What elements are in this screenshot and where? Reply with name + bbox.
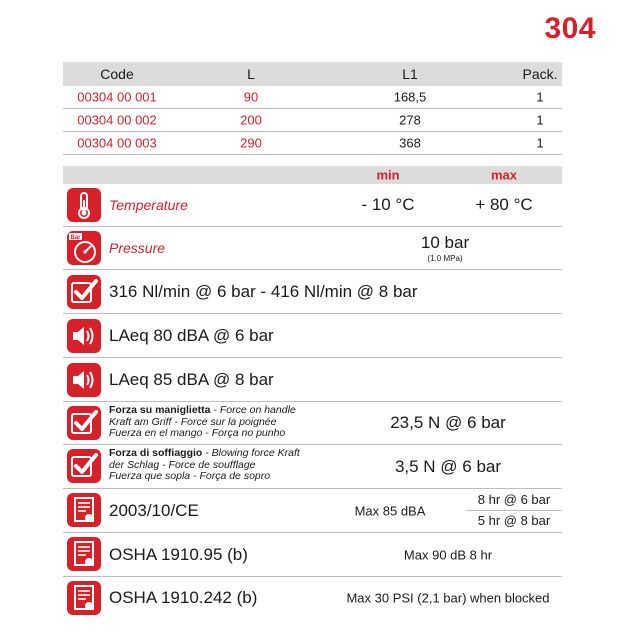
model-number: 304 xyxy=(544,12,596,45)
min-label: min xyxy=(376,167,400,183)
osha-noise-text: OSHA 1910.95 (b) xyxy=(109,544,248,564)
blowing-force-value: 3,5 N @ 6 bar xyxy=(394,456,502,476)
max-label: max xyxy=(490,167,518,183)
blowing-force-title: Forza di soffiaggio xyxy=(109,447,203,459)
noise-text-6bar: LAeq 80 dBA @ 6 bar xyxy=(109,325,274,345)
handle-force-de-fr: Kraft am Griff - Force sur la poignée xyxy=(109,415,277,428)
pressure-label: Pressure xyxy=(109,240,166,256)
blowing-force-de-fr: der Schlag - Force de soufflage xyxy=(109,458,256,471)
handle-force-description xyxy=(109,405,296,440)
pressure-value-block xyxy=(421,233,469,263)
blowing-force-es-pt: Fuerza que sopla - Força de sopro xyxy=(109,470,271,482)
pressure-value: 10 bar xyxy=(420,233,470,252)
osha-pressure-value: Max 30 PSI (2,1 bar) when blocked xyxy=(346,590,550,606)
table-row xyxy=(63,132,562,155)
header-l: L xyxy=(247,66,255,82)
header-code: Code xyxy=(100,66,134,82)
cell-code: 00304 00 001 xyxy=(77,89,157,105)
cell-code: 00304 00 002 xyxy=(77,112,157,128)
certificate-icon xyxy=(67,537,101,571)
check-icon xyxy=(67,449,101,483)
osha-noise-row xyxy=(63,533,562,577)
pressure-row xyxy=(63,227,562,270)
noise-text-8bar: LAeq 85 dBA @ 8 bar xyxy=(109,369,274,389)
header-pack: Pack. xyxy=(522,66,558,82)
noise-row-8bar xyxy=(63,358,562,402)
handle-force-es-pt: Fuerza en el mango - Força no punho xyxy=(109,427,286,439)
osha-pressure-row xyxy=(63,577,562,619)
airflow-row xyxy=(63,270,562,314)
table-row xyxy=(63,109,562,132)
blowing-force-row xyxy=(63,445,562,489)
osha-noise-value: Max 90 dB 8 hr xyxy=(403,547,493,562)
cell-pack: 1 xyxy=(536,89,544,105)
check-icon xyxy=(67,406,101,440)
directive-text: 2003/10/CE xyxy=(109,500,199,520)
blowing-force-en-de: - Blowing force Kraft xyxy=(202,447,300,459)
cell-l1: 278 xyxy=(399,112,421,128)
directive-max: Max 85 dBA xyxy=(354,503,426,518)
certificate-icon xyxy=(67,581,101,615)
pressure-sub: (1.0 MPa) xyxy=(427,254,463,263)
gauge-icon-text: Bar xyxy=(70,235,81,241)
airflow-text: 316 Nl/min @ 6 bar - 416 Nl/min @ 8 bar xyxy=(109,281,418,301)
temperature-row xyxy=(63,184,562,227)
handle-force-title: Forza su maniglietta xyxy=(109,404,211,416)
cell-l: 200 xyxy=(240,112,262,128)
osha-pressure-text: OSHA 1910.242 (b) xyxy=(109,588,258,607)
minmax-header xyxy=(63,166,562,184)
cell-l: 90 xyxy=(243,89,259,105)
directive-row xyxy=(63,489,562,533)
temperature-label: Temperature xyxy=(109,197,188,213)
table-row xyxy=(63,86,562,109)
blowing-force-description xyxy=(109,448,300,483)
thermometer-icon xyxy=(67,188,101,222)
directive-5hr: 5 hr @ 8 bar xyxy=(477,513,551,528)
cell-l1: 368 xyxy=(399,135,421,151)
handle-force-row xyxy=(63,402,562,445)
gauge-icon xyxy=(67,231,101,265)
noise-row-6bar xyxy=(63,314,562,358)
cell-pack: 1 xyxy=(536,135,544,151)
temperature-min: - 10 °C xyxy=(361,195,415,214)
handle-force-en: - Force on handle xyxy=(210,404,296,416)
product-table-header xyxy=(63,62,562,86)
speaker-icon xyxy=(67,363,101,397)
handle-force-value: 23,5 N @ 6 bar xyxy=(390,413,506,432)
cell-l: 290 xyxy=(240,135,262,151)
cell-pack: 1 xyxy=(536,112,544,128)
check-icon xyxy=(67,275,101,309)
temperature-max: + 80 °C xyxy=(475,195,533,214)
cell-l1: 168,5 xyxy=(393,89,427,105)
header-l1: L1 xyxy=(402,66,418,82)
product-table xyxy=(63,62,562,155)
certificate-icon xyxy=(67,493,101,527)
directive-8hr: 8 hr @ 6 bar xyxy=(466,490,562,511)
cell-code: 00304 00 003 xyxy=(77,135,157,151)
speaker-icon xyxy=(67,319,101,353)
